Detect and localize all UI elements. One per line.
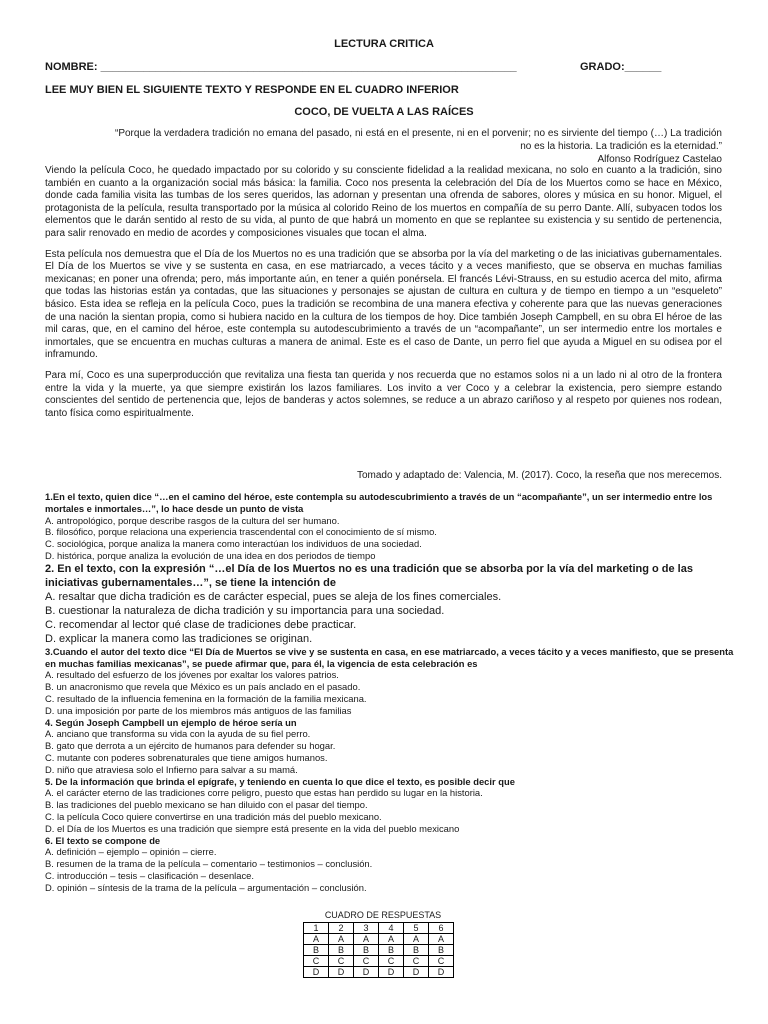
nombre-field[interactable]: NOMBRE: ____________________________________________________________________ — [45, 61, 517, 73]
epigraph-author: Alfonso Rodríguez Castelao — [597, 154, 722, 165]
answer-cell[interactable]: D — [354, 967, 379, 978]
answers-header-cell: 6 — [429, 923, 454, 934]
question-stem: 6. El texto se compone de — [45, 834, 161, 846]
option-c: C. resultado de la influencia femenina en la formación de la familia mexicana. — [45, 692, 367, 704]
option-c: C. mutante con poderes sobrenaturales que tiene amigos humanos. — [45, 751, 328, 763]
answers-row-c — [304, 956, 454, 967]
option-b: B. gato que derrota a un ejército de humanos para defender su hogar. — [45, 740, 336, 752]
student-info-row — [45, 61, 725, 73]
question-stem: 2. En el texto, con la expresión “…el Día de los Muertos no es una tradición que se absorba por la vía del marketing o de las iniciativas gubernamentales…”, se tiene la intención de — [45, 562, 693, 589]
option-b: B. un anacronismo que revela que México es un país anclado en el pasado. — [45, 681, 361, 693]
answer-cell[interactable]: A — [329, 934, 354, 945]
answers-header-cell: 5 — [404, 923, 429, 934]
option-b: B. resumen de la trama de la película – comentario – testimonios – conclusión. — [45, 858, 373, 870]
answers-header-cell: 2 — [329, 923, 354, 934]
option-c: C. sociológica, porque analiza la manera como interactúan los individuos de una sociedad. — [45, 538, 422, 550]
answer-cell[interactable]: C — [304, 956, 329, 967]
option-a: A. resultado del esfuerzo de los jóvenes por exaltar los valores patrios. — [45, 669, 339, 681]
answer-cell[interactable]: D — [329, 967, 354, 978]
answers-row-d — [304, 967, 454, 978]
answers-header-cell: 1 — [304, 923, 329, 934]
answer-cell[interactable]: B — [354, 945, 379, 956]
question-stem: 4. Según Joseph Campbell un ejemplo de héroe sería un — [45, 716, 297, 728]
answer-cell[interactable]: B — [304, 945, 329, 956]
answer-cell[interactable]: B — [329, 945, 354, 956]
question-5 — [45, 776, 735, 835]
answer-cell[interactable]: A — [304, 934, 329, 945]
answer-cell[interactable]: A — [429, 934, 454, 945]
option-c: C. recomendar al lector qué clase de tradiciones debe practicar. — [45, 618, 357, 631]
option-b: B. las tradiciones del pueblo mexicano se han diluido con el pasar del tiempo. — [45, 799, 368, 811]
option-d: D. el Día de los Muertos es una tradición que siempre está presente en la vida del pueblo mexicano — [45, 822, 460, 834]
option-b: B. cuestionar la naturaleza de dicha tradición y su importancia para una sociedad. — [45, 604, 445, 617]
instruction-text: LEE MUY BIEN EL SIGUIENTE TEXTO Y RESPONDE EN EL CUADRO INFERIOR — [45, 84, 459, 96]
question-stem: 5. De la información que brinda el epígrafe, y teniendo en cuenta lo que dice el texto, es posible decir que — [45, 775, 515, 787]
answer-cell[interactable]: C — [404, 956, 429, 967]
paragraph: Esta película nos demuestra que el Día de los Muertos no es una tradición que se absorba por la vía del marketing o de las iniciativas gubernamentales. El Día de los Muertos se vive y se sustenta en casa, en ese matriarcado, a veces tácito y a veces manifiesto, que se observa en muchas familias mexicanas; en poner una ofrenda; pero, más importante aún, en tener a quién ponérsela. El francés Lévi-Strauss, en su estudio acerca del mito, afirma que todas las historias están ya contadas, que las situaciones y personajes se ajustan de cultura en cultura y de tiempo en tiempo a un “esqueleto” básico. Esta idea se refleja en la película Coco, pues la tradición se recombina de una manera efectiva y coherente para que las nuevas generaciones de una nación la sientan propia, como si hubiera nacido en la cultura de los tiempos de hoy. Dice también Joseph Campbell, en su obra El héroe de las mil caras, que, en el camino del héroe, este contempla su autodescubrimiento a través de un “acompañante”, un ser intermedio entre los mortales e inmortales, que se encuentra en muchas culturas a manera de animal. Este es el caso de Dante, un perro fiel que ayuda a Miguel en su odisea por el inframundo. — [45, 248, 722, 361]
reading-title: COCO, DE VUELTA A LAS RAÍCES — [294, 106, 474, 118]
questions-section — [45, 491, 735, 894]
option-d: D. opinión – síntesis de la trama de la película – argumentación – conclusión. — [45, 881, 367, 893]
answer-cell[interactable]: B — [429, 945, 454, 956]
answers-row-b — [304, 945, 454, 956]
option-d: D. histórica, porque analiza la evolución de una idea en dos periodos de tiempo — [45, 549, 376, 561]
grado-field[interactable]: GRADO:______ — [580, 61, 662, 73]
paragraph: Viendo la película Coco, he quedado impactado por su colorido y su consciente fidelidad a la realidad mexicana, no solo en cuanto a la tradición, sino también en cuanto a la organización social más básica: la familia. Coco nos presenta la celebración del Día de los Muertos como se hace en México, donde cada familia visita las tumbas de los seres queridos, las adornan y presentan una ofrenda de sabores, olores y música en su honor. Miguel, el protagonista de la película, resulta transportado por la música al colorido Reino de los muertos en compañía de su perro Dante. Allí, subyacen todos los elementos que le darán sentido al resto de su vida, al punto de que habrá un momento en que se replantee su existencia y su sentido de pertenencia, para salir renovado en medio de acordes y composiciones visuales que tocan el alma. — [45, 165, 722, 239]
option-a: A. el carácter eterno de las tradiciones corre peligro, puesto que estas han perdido su lugar en la historia. — [45, 787, 483, 799]
answers-header-row — [304, 923, 454, 934]
answer-cell[interactable]: C — [354, 956, 379, 967]
answer-cell[interactable]: A — [354, 934, 379, 945]
source-citation: Tomado y adaptado de: Valencia, M. (2017). Coco, la reseña que nos merecemos. — [356, 470, 722, 481]
epigraph-quote: “Porque la verdadera tradición no emana del pasado, ni está en el presente, ni en el porvenir; no es sirviente del tiempo (…) La tradición no es la historia. La tradición es la eternidad.” — [115, 128, 722, 152]
answers-row-a — [304, 934, 454, 945]
question-6 — [45, 835, 735, 894]
answer-cell[interactable]: C — [429, 956, 454, 967]
question-3 — [45, 646, 735, 717]
option-b: B. filosófico, porque relaciona una experiencia trascendental con el conocimiento de sí mismo. — [45, 526, 437, 538]
reading-body — [45, 165, 722, 428]
answer-cell[interactable]: D — [404, 967, 429, 978]
question-2 — [45, 562, 735, 646]
answers-table — [303, 922, 454, 978]
option-a: A. resaltar que dicha tradición es de carácter especial, pues se aleja de los fines comerciales. — [45, 590, 502, 603]
answers-header-cell: 3 — [354, 923, 379, 934]
page-title: LECTURA CRITICA — [334, 38, 434, 50]
answer-cell[interactable]: D — [379, 967, 404, 978]
answer-cell[interactable]: C — [379, 956, 404, 967]
answer-cell[interactable]: A — [379, 934, 404, 945]
answers-header-cell: 4 — [379, 923, 404, 934]
answer-cell[interactable]: C — [329, 956, 354, 967]
question-stem: 1.En el texto, quien dice “…en el camino del héroe, este contempla su autodescubrimiento a través de un “acompañante”, un ser intermedio entre los mortales e inmortales…”, lo hace desde un punto de vista — [45, 491, 713, 514]
option-c: C. la película Coco quiere convertirse en una tradición más del pueblo mexicano. — [45, 810, 382, 822]
question-stem: 3.Cuando el autor del texto dice “El Día de Muertos se vive y se sustenta en casa, en ese matriarcado, a veces tácito y a veces manifiesto, que se presenta en muchas familias mexicanas”, se puede afirmar que, para él, la vigencia de esta celebración es — [45, 645, 734, 669]
answer-cell[interactable]: B — [379, 945, 404, 956]
option-d: D. una imposición por parte de los miembros más antiguos de las familias — [45, 704, 352, 716]
question-1 — [45, 491, 735, 562]
option-a: A. definición – ejemplo – opinión – cierre. — [45, 846, 217, 858]
question-4 — [45, 717, 735, 776]
answer-cell[interactable]: D — [304, 967, 329, 978]
paragraph: Para mí, Coco es una superproducción que revitaliza una fiesta tan querida y nos recuerda que no estamos solos ni a un lado ni al otro de la frontera entre la vida y la muerte, ya que siempre existirán los lazos familiares. Los invito a ver Coco y a celebrar la existencia, pero siempre estando conscientes del sentido de pertenencia que, lejos de banderas y actos solemnes, se reduce a un abrazo cariñoso y al respeto por quienes nos rodean, tanto física como espiritualmente. — [45, 369, 722, 419]
option-d: D. explicar la manera como las tradiciones se originan. — [45, 632, 313, 645]
answer-cell[interactable]: D — [429, 967, 454, 978]
answer-cell[interactable]: B — [404, 945, 429, 956]
epigraph — [115, 128, 722, 167]
answers-table-title: CUADRO DE RESPUESTAS — [324, 910, 442, 920]
option-a: A. antropológico, porque describe rasgos de la cultura del ser humano. — [45, 514, 340, 526]
option-d: D. niño que atraviesa solo el Infierno para salvar a su mamá. — [45, 763, 298, 775]
option-a: A. anciano que transforma su vida con la ayuda de su fiel perro. — [45, 728, 311, 740]
answer-cell[interactable]: A — [404, 934, 429, 945]
option-c: C. introducción – tesis – clasificación – desenlace. — [45, 869, 254, 881]
